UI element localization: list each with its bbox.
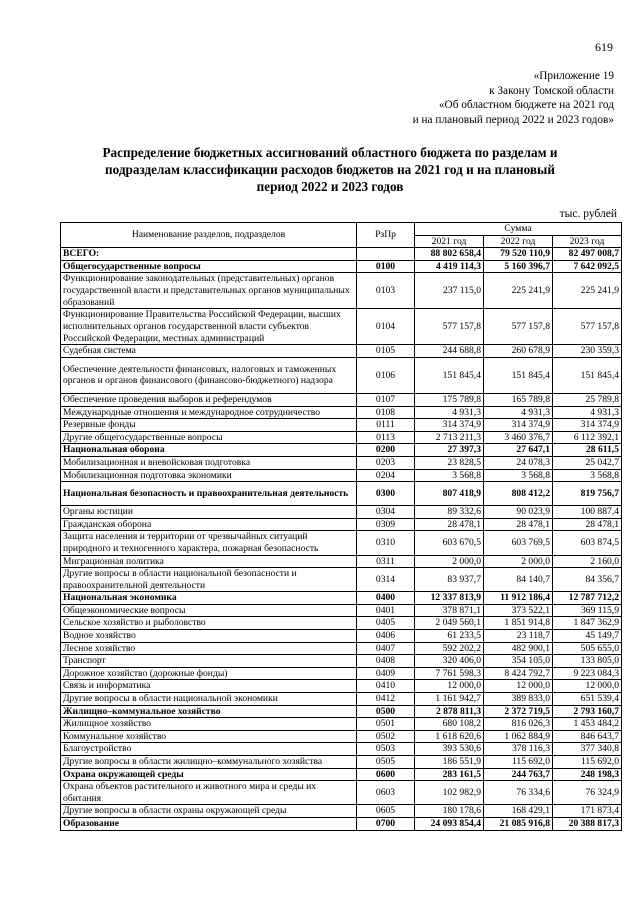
table-row — [61, 817, 622, 830]
row-name-cell: Лесное хозяйство — [61, 642, 357, 655]
row-value-2023: 3 568,8 — [553, 469, 622, 482]
header-year-2022: 2022 год — [484, 235, 553, 248]
table-row — [61, 655, 622, 668]
row-name-cell: Другие вопросы в области национальной экономики — [61, 693, 357, 706]
row-code-cell: 0408 — [357, 655, 415, 668]
table-row — [61, 531, 622, 555]
row-code-cell: 0501 — [357, 718, 415, 731]
row-code-cell: 0203 — [357, 456, 415, 469]
table-row — [61, 357, 622, 393]
row-name-cell: Жилищное хозяйство — [61, 718, 357, 731]
row-value-2023: 1 453 484,2 — [553, 718, 622, 731]
row-code-cell: 0603 — [357, 781, 415, 805]
row-value-2021: 83 937,7 — [415, 568, 484, 592]
row-name-cell: Национальная оборона — [61, 444, 357, 457]
row-value-2021: 175 789,8 — [415, 393, 484, 406]
table-row — [61, 630, 622, 643]
row-name-cell: Другие вопросы в области жилищно–коммунального хозяйства — [61, 756, 357, 769]
row-value-2023: 100 887,4 — [553, 506, 622, 519]
row-value-2022: 90 023,9 — [484, 506, 553, 519]
row-value-2022: 2 372 719,5 — [484, 705, 553, 718]
row-code-cell: 0600 — [357, 768, 415, 781]
row-code-cell: 0401 — [357, 604, 415, 617]
table-row — [61, 592, 622, 605]
row-name-cell: Благоустройство — [61, 743, 357, 756]
row-value-2023: 819 756,7 — [553, 482, 622, 506]
row-value-2022: 5 160 396,7 — [484, 260, 553, 273]
row-code-cell: 0310 — [357, 531, 415, 555]
row-value-2021: 314 374,9 — [415, 419, 484, 432]
header-name: Наименование разделов, подразделов — [61, 223, 357, 248]
row-value-2022: 165 789,8 — [484, 393, 553, 406]
row-value-2023: 115 692,0 — [553, 756, 622, 769]
row-name-cell: Водное хозяйство — [61, 630, 357, 643]
row-value-2022: 84 140,7 — [484, 568, 553, 592]
row-code-cell: 0605 — [357, 805, 415, 818]
row-code-cell: 0311 — [357, 555, 415, 568]
table-row — [61, 768, 622, 781]
table-row — [61, 555, 622, 568]
row-value-2021: 12 337 813,9 — [415, 592, 484, 605]
row-code-cell: 0500 — [357, 705, 415, 718]
row-value-2021: 577 157,8 — [415, 309, 484, 345]
row-value-2023: 505 655,0 — [553, 642, 622, 655]
table-row — [61, 482, 622, 506]
row-value-2022: 21 085 916,8 — [484, 817, 553, 830]
table-row — [61, 680, 622, 693]
row-value-2021: 12 000,0 — [415, 680, 484, 693]
title-line: Распределение бюджетных ассигнований областного бюджета по разделам и — [102, 145, 558, 160]
row-code-cell: 0104 — [357, 309, 415, 345]
row-value-2023: 82 497 008,7 — [553, 248, 622, 261]
row-code-cell: 0105 — [357, 345, 415, 358]
row-name-cell: Образование — [61, 817, 357, 830]
row-value-2021: 3 568,8 — [415, 469, 484, 482]
row-value-2023: 2 160,0 — [553, 555, 622, 568]
row-value-2023: 651 539,4 — [553, 693, 622, 706]
row-value-2022: 11 912 186,4 — [484, 592, 553, 605]
row-value-2022: 27 647,1 — [484, 444, 553, 457]
row-value-2021: 7 761 598,3 — [415, 667, 484, 680]
header-year-2023: 2023 год — [553, 235, 622, 248]
row-value-2021: 603 670,5 — [415, 531, 484, 555]
row-value-2023: 603 874,5 — [553, 531, 622, 555]
row-value-2022: 28 478,1 — [484, 518, 553, 531]
row-value-2021: 2 878 811,3 — [415, 705, 484, 718]
header-sum: Сумма — [415, 223, 622, 236]
table-row — [61, 456, 622, 469]
appendix-line: «Приложение 19 — [533, 70, 614, 82]
row-value-2022: 260 678,9 — [484, 345, 553, 358]
row-value-2023: 151 845,4 — [553, 357, 622, 393]
row-value-2023: 377 340,8 — [553, 743, 622, 756]
document-title — [60, 144, 600, 195]
row-name-cell: Охрана окружающей среды — [61, 768, 357, 781]
row-code-cell: 0200 — [357, 444, 415, 457]
row-code-cell: 0103 — [357, 273, 415, 309]
table-row — [61, 805, 622, 818]
row-code-cell: 0502 — [357, 730, 415, 743]
row-code-cell: 0204 — [357, 469, 415, 482]
row-value-2023: 7 642 092,5 — [553, 260, 622, 273]
table-row — [61, 273, 622, 309]
header-code: РзПр — [357, 223, 415, 248]
row-code-cell: 0410 — [357, 680, 415, 693]
title-line: период 2022 и 2023 годов — [256, 179, 404, 194]
row-value-2023: 28 478,1 — [553, 518, 622, 531]
row-value-2021: 61 233,5 — [415, 630, 484, 643]
row-value-2023: 133 805,0 — [553, 655, 622, 668]
row-value-2021: 2 049 560,1 — [415, 617, 484, 630]
row-code-cell: 0106 — [357, 357, 415, 393]
row-code-cell: 0407 — [357, 642, 415, 655]
row-value-2023: 12 000,0 — [553, 680, 622, 693]
units-label: тыс. рублей — [559, 208, 617, 220]
row-value-2022: 4 931,3 — [484, 406, 553, 419]
row-value-2022: 577 157,8 — [484, 309, 553, 345]
page-number: 619 — [595, 40, 613, 54]
row-value-2023: 28 611,5 — [553, 444, 622, 457]
row-value-2021: 24 093 854,4 — [415, 817, 484, 830]
row-value-2021: 23 828,5 — [415, 456, 484, 469]
row-value-2022: 225 241,9 — [484, 273, 553, 309]
table-row — [61, 406, 622, 419]
row-name-cell: Национальная безопасность и правоохранительная деятельность — [61, 482, 357, 506]
row-value-2022: 3 568,8 — [484, 469, 553, 482]
row-value-2023: 6 112 392,1 — [553, 431, 622, 444]
row-value-2021: 592 202,2 — [415, 642, 484, 655]
row-value-2022: 168 429,1 — [484, 805, 553, 818]
row-code-cell: 0405 — [357, 617, 415, 630]
appendix-line: «Об областном бюджете на 2021 год — [438, 99, 614, 111]
row-value-2022: 389 833,0 — [484, 693, 553, 706]
row-value-2021: 151 845,4 — [415, 357, 484, 393]
row-value-2022: 816 026,3 — [484, 718, 553, 731]
row-value-2021: 237 115,0 — [415, 273, 484, 309]
row-name-cell: Защита населения и территории от чрезвычайных ситуаций природного и техногенного характера, пожарная безопасность — [61, 531, 357, 555]
table-row — [61, 743, 622, 756]
row-name-cell: Жилищно–коммунальное хозяйство — [61, 705, 357, 718]
table-row — [61, 693, 622, 706]
row-code-cell: 0505 — [357, 756, 415, 769]
row-code-cell: 0412 — [357, 693, 415, 706]
row-code-cell: 0700 — [357, 817, 415, 830]
row-value-2021: 2 000,0 — [415, 555, 484, 568]
row-value-2021: 4 419 114,3 — [415, 260, 484, 273]
row-value-2022: 603 769,5 — [484, 531, 553, 555]
table-row — [61, 730, 622, 743]
row-value-2021: 89 332,6 — [415, 506, 484, 519]
row-name-cell: Судебная система — [61, 345, 357, 358]
title-line: подразделам классификации расходов бюджетов на 2021 год и на плановый — [105, 162, 555, 177]
row-value-2021: 807 418,9 — [415, 482, 484, 506]
table-row — [61, 756, 622, 769]
row-value-2023: 45 149,7 — [553, 630, 622, 643]
row-name-cell: Дорожное хозяйство (дорожные фонды) — [61, 667, 357, 680]
row-value-2022: 373 522,1 — [484, 604, 553, 617]
row-name-cell: Мобилизационная подготовка экономики — [61, 469, 357, 482]
row-value-2023: 230 359,3 — [553, 345, 622, 358]
row-value-2023: 1 847 362,9 — [553, 617, 622, 630]
row-value-2023: 20 388 817,3 — [553, 817, 622, 830]
table-row — [61, 705, 622, 718]
row-value-2022: 76 334,6 — [484, 781, 553, 805]
table-row — [61, 506, 622, 519]
row-name-cell: Связь и информатика — [61, 680, 357, 693]
table-row — [61, 444, 622, 457]
row-value-2023: 171 873,4 — [553, 805, 622, 818]
row-value-2021: 680 108,2 — [415, 718, 484, 731]
row-name-cell: Гражданская оборона — [61, 518, 357, 531]
row-value-2022: 378 116,3 — [484, 743, 553, 756]
row-name-cell: Функционирование законодательных (представительных) органов государственной власти и представительных органов муниципальных образований — [61, 273, 357, 309]
row-name-cell: Сельское хозяйство и рыболовство — [61, 617, 357, 630]
table-row — [61, 248, 622, 261]
appendix-reference — [413, 69, 614, 127]
table-row — [61, 393, 622, 406]
row-code-cell: 0503 — [357, 743, 415, 756]
row-code-cell — [357, 248, 415, 261]
row-value-2022: 808 412,2 — [484, 482, 553, 506]
row-value-2022: 2 000,0 — [484, 555, 553, 568]
row-value-2022: 3 460 376,7 — [484, 431, 553, 444]
row-name-cell: Транспорт — [61, 655, 357, 668]
row-name-cell: Обеспечение проведения выборов и референдумов — [61, 393, 357, 406]
table-row — [61, 604, 622, 617]
table-row — [61, 419, 622, 432]
row-value-2021: 186 551,9 — [415, 756, 484, 769]
row-value-2022: 24 078,3 — [484, 456, 553, 469]
row-value-2023: 846 643,7 — [553, 730, 622, 743]
row-value-2023: 25 042,7 — [553, 456, 622, 469]
row-code-cell: 0108 — [357, 406, 415, 419]
row-value-2021: 1 618 620,6 — [415, 730, 484, 743]
row-value-2023: 314 374,9 — [553, 419, 622, 432]
table-row — [61, 431, 622, 444]
row-value-2021: 102 982,9 — [415, 781, 484, 805]
row-value-2021: 1 161 942,7 — [415, 693, 484, 706]
row-name-cell: Национальная экономика — [61, 592, 357, 605]
table-body — [61, 248, 622, 830]
row-value-2023: 4 931,3 — [553, 406, 622, 419]
appendix-line: и на плановый период 2022 и 2023 годов» — [412, 113, 614, 126]
table-row — [61, 568, 622, 592]
row-name-cell: Международные отношения и международное сотрудничество — [61, 406, 357, 419]
row-code-cell: 0113 — [357, 431, 415, 444]
row-value-2023: 84 356,7 — [553, 568, 622, 592]
row-name-cell: Мобилизационная и вневойсковая подготовка — [61, 456, 357, 469]
row-value-2021: 180 178,6 — [415, 805, 484, 818]
row-name-cell: Другие вопросы в области национальной безопасности и правоохранительной деятельности — [61, 568, 357, 592]
row-value-2023: 12 787 712,2 — [553, 592, 622, 605]
row-value-2022: 1 062 884,9 — [484, 730, 553, 743]
row-code-cell: 0304 — [357, 506, 415, 519]
row-value-2023: 9 223 084,3 — [553, 667, 622, 680]
table-row — [61, 718, 622, 731]
row-value-2021: 393 530,6 — [415, 743, 484, 756]
row-value-2023: 369 115,9 — [553, 604, 622, 617]
table-row — [61, 667, 622, 680]
row-name-cell: Другие вопросы в области охраны окружающей среды — [61, 805, 357, 818]
row-value-2022: 115 692,0 — [484, 756, 553, 769]
row-value-2021: 28 478,1 — [415, 518, 484, 531]
row-value-2022: 244 763,7 — [484, 768, 553, 781]
row-name-cell: Общегосударственные вопросы — [61, 260, 357, 273]
row-name-cell: ВСЕГО: — [61, 248, 357, 261]
row-name-cell: Охрана объектов растительного и животного мира и среды их обитания — [61, 781, 357, 805]
row-value-2021: 27 397,3 — [415, 444, 484, 457]
row-code-cell: 0400 — [357, 592, 415, 605]
table-row — [61, 309, 622, 345]
row-value-2022: 354 105,0 — [484, 655, 553, 668]
row-value-2023: 25 789,8 — [553, 393, 622, 406]
row-code-cell: 0100 — [357, 260, 415, 273]
table-row — [61, 642, 622, 655]
row-value-2022: 12 000,0 — [484, 680, 553, 693]
row-value-2021: 4 931,3 — [415, 406, 484, 419]
row-value-2021: 378 871,1 — [415, 604, 484, 617]
row-value-2022: 151 845,4 — [484, 357, 553, 393]
row-code-cell: 0309 — [357, 518, 415, 531]
row-value-2023: 225 241,9 — [553, 273, 622, 309]
row-code-cell: 0111 — [357, 419, 415, 432]
row-value-2023: 2 793 160,7 — [553, 705, 622, 718]
row-value-2021: 283 161,5 — [415, 768, 484, 781]
row-name-cell: Миграционная политика — [61, 555, 357, 568]
row-name-cell: Другие общегосударственные вопросы — [61, 431, 357, 444]
row-value-2022: 482 900,1 — [484, 642, 553, 655]
table-row — [61, 345, 622, 358]
row-value-2022: 1 851 914,8 — [484, 617, 553, 630]
table-row — [61, 617, 622, 630]
row-name-cell: Обеспечение деятельности финансовых, налоговых и таможенных органов и органов финансового (финансово-бюджетного) надзора — [61, 357, 357, 393]
row-value-2022: 79 520 110,9 — [484, 248, 553, 261]
row-value-2021: 88 802 658,4 — [415, 248, 484, 261]
row-code-cell: 0406 — [357, 630, 415, 643]
table-row — [61, 518, 622, 531]
row-value-2023: 248 198,3 — [553, 768, 622, 781]
row-code-cell: 0314 — [357, 568, 415, 592]
row-name-cell: Общеэкономические вопросы — [61, 604, 357, 617]
row-code-cell: 0409 — [357, 667, 415, 680]
row-name-cell: Резервные фонды — [61, 419, 357, 432]
header-year-2021: 2021 год — [415, 235, 484, 248]
row-value-2022: 314 374,9 — [484, 419, 553, 432]
row-value-2021: 2 713 211,3 — [415, 431, 484, 444]
row-name-cell: Коммунальное хозяйство — [61, 730, 357, 743]
row-code-cell: 0300 — [357, 482, 415, 506]
row-value-2021: 320 406,0 — [415, 655, 484, 668]
row-name-cell: Функционирование Правительства Российской Федерации, высших исполнительных органов государственной власти субъектов Российской Федерации, местных администраций — [61, 309, 357, 345]
budget-table — [60, 222, 622, 831]
row-value-2023: 76 324,9 — [553, 781, 622, 805]
row-name-cell: Органы юстиции — [61, 506, 357, 519]
row-value-2022: 23 118,7 — [484, 630, 553, 643]
row-value-2023: 577 157,8 — [553, 309, 622, 345]
table-row — [61, 260, 622, 273]
appendix-line: к Закону Томской области — [489, 84, 614, 97]
table-row — [61, 781, 622, 805]
table-row — [61, 469, 622, 482]
row-value-2022: 8 424 792,7 — [484, 667, 553, 680]
row-code-cell: 0107 — [357, 393, 415, 406]
row-value-2021: 244 688,8 — [415, 345, 484, 358]
